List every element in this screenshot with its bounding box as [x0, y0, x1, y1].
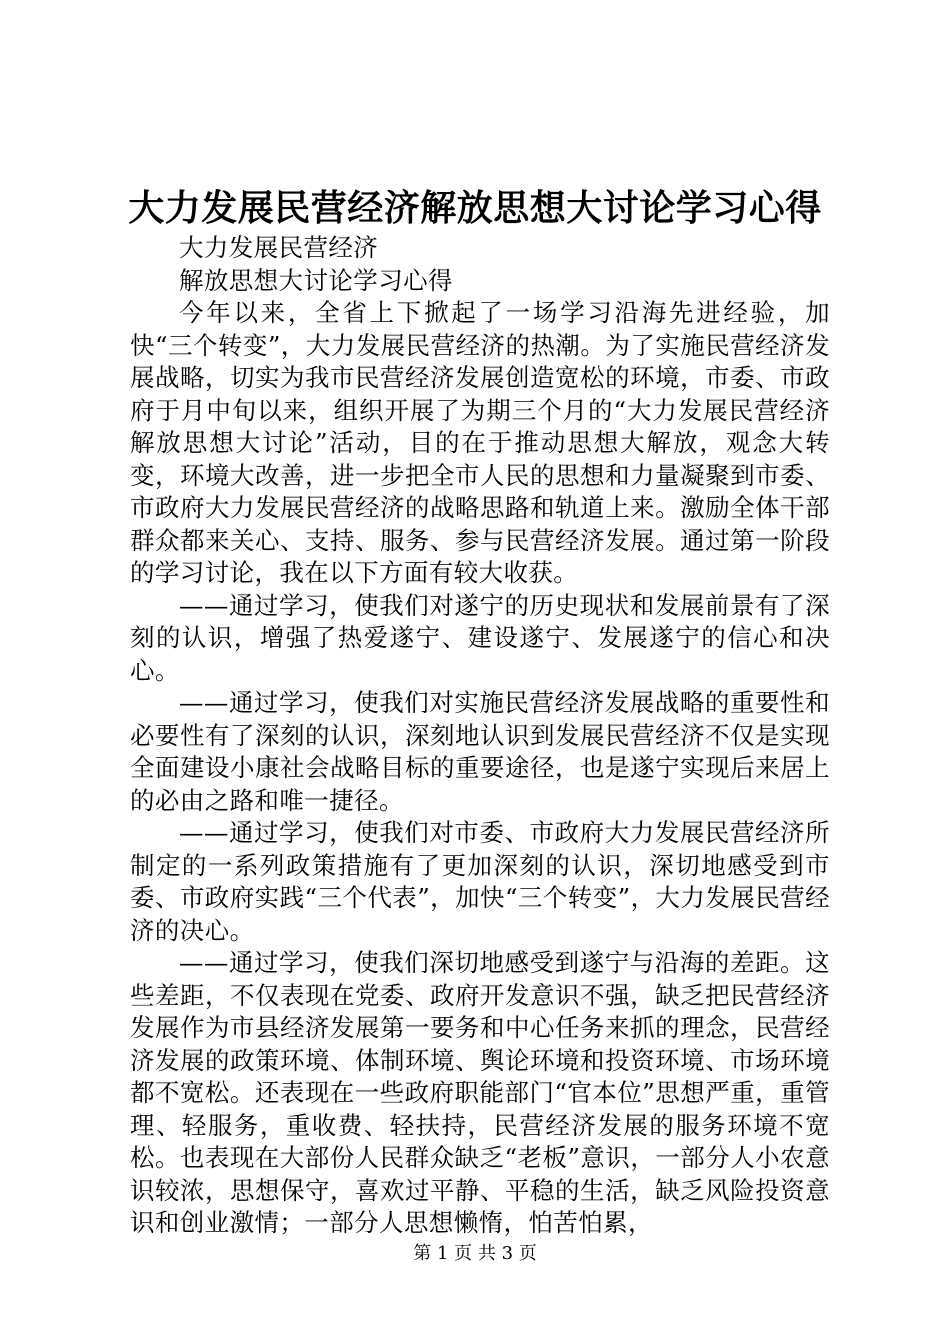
subtitle-line-1: 大力发展民营经济 [179, 233, 379, 262]
point-paragraph-1: ——通过学习，使我们对遂宁的历史现状和发展前景有了深刻的认识，增强了热爱遂宁、建设遂宁、发展遂宁的信心和决心。 [130, 590, 830, 685]
intro-paragraph: 今年以来，全省上下掀起了一场学习沿海先进经验，加快“三个转变”，大力发展民营经济的热潮。为了实施民营经济发展战略，切实为我市民营经济发展创造宽松的环境，市委、市政府于月中旬以来，组织开展了为期三个月的“大力发展民营经济解放思想大讨论”活动，目的在于推动思想大解放，观念大转变，环境大改善，进一步把全市人民的思想和力量凝聚到市委、市政府大力发展民营经济的战略思路和轨道上来。激励全体干部群众都来关心、支持、服务、参与民营经济发展。通过第一阶段的学习讨论，我在以下方面有较大收获。 [130, 298, 830, 587]
point-paragraph-4: ——通过学习，使我们深切地感受到遂宁与沿海的差距。这些差距，不仅表现在党委、政府开发意识不强，缺乏把民营经济发展作为市县经济发展第一要务和中心任务来抓的理念，民营经济发展的政策环境、体制环境、舆论环境和投资环境、市场环境都不宽松。还表现在一些政府职能部门“官本位”思想严重，重管理、轻服务，重收费、轻扶持，民营经济发展的服务环境不宽松。也表现在大部份人民群众缺乏“老板”意识，一部分人小农意识较浓，思想保守，喜欢过平静、平稳的生活，缺乏风险投资意识和创业激情；一部分人思想懒惰，怕苦怕累， [130, 948, 830, 1237]
point-paragraph-3: ——通过学习，使我们对市委、市政府大力发展民营经济所制定的一系列政策措施有了更加深刻的认识，深切地感受到市委、市政府实践“三个代表”，加快“三个转变”，大力发展民营经济的决心。 [130, 818, 830, 945]
document-title: 大力发展民营经济解放思想大讨论学习心得 [128, 187, 822, 229]
page-footer: 第 1 页 共 3 页 [413, 1243, 537, 1264]
document-body [130, 232, 830, 1240]
point-paragraph-2: ——通过学习，使我们对实施民营经济发展战略的重要性和必要性有了深刻的认识，深刻地认识到发展民营经济不仅是实现全面建设小康社会战略目标的重要途径，也是遂宁实现后来居上的必由之路和唯一捷径。 [130, 688, 830, 815]
subtitle-line-2: 解放思想大讨论学习心得 [179, 265, 453, 295]
